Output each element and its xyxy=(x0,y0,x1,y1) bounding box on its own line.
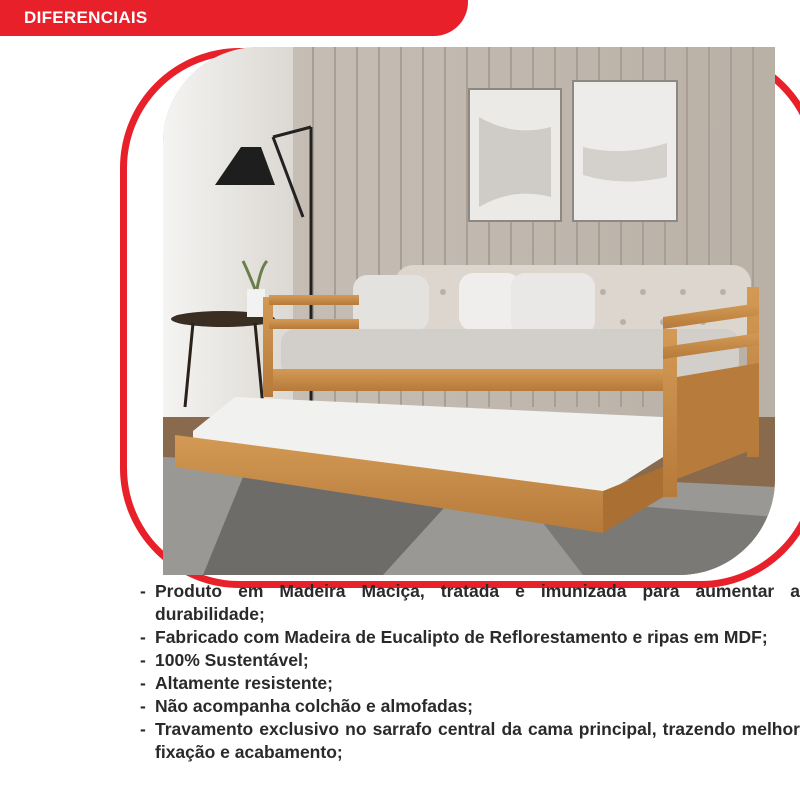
list-item: - Travamento exclusivo no sarrafo central da cama principal, trazendo melhor fixação e acabamento; xyxy=(140,719,800,762)
header-title: DIFERENCIAIS xyxy=(24,8,148,27)
list-item: - Fabricado com Madeira de Eucalipto de Reflorestamento e ripas em MDF; xyxy=(140,627,768,647)
list-item: - Produto em Madeira Maciça, tratada e imunizada para aumentar a durabilidade; xyxy=(140,581,800,624)
list-item: - Altamente resistente; xyxy=(140,673,333,693)
list-item: - Não acompanha colchão e almofadas; xyxy=(140,696,474,716)
list-item: - 100% Sustentável; xyxy=(140,650,309,670)
feature-list xyxy=(132,580,800,764)
product-photo xyxy=(163,47,775,575)
header-banner xyxy=(0,0,468,36)
